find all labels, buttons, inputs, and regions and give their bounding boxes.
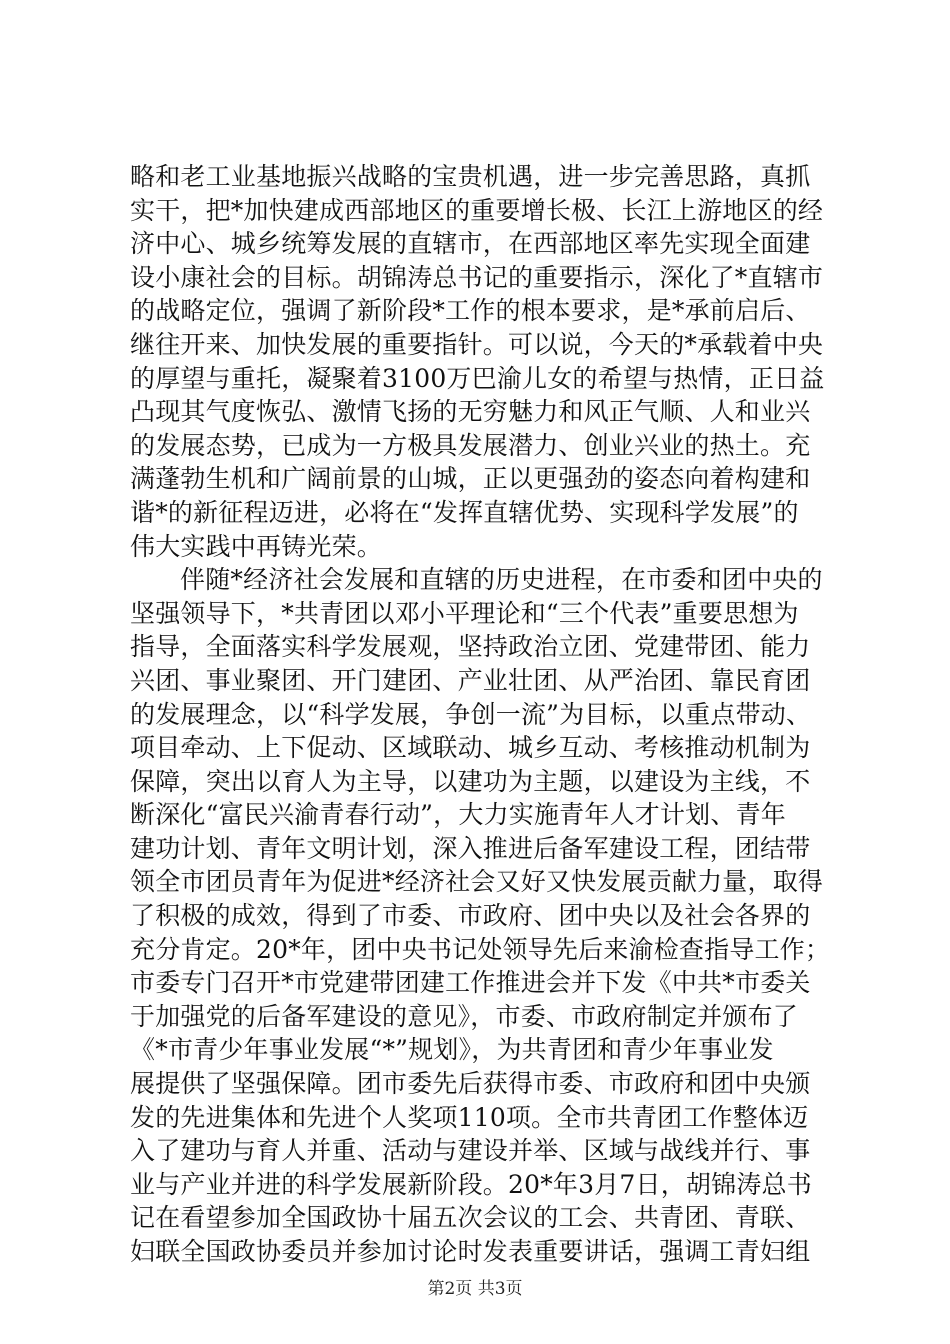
text-line: 设小康社会的目标。胡锦涛总书记的重要指示，深化了*直辖市 <box>130 262 824 292</box>
text-line: 兴团、事业聚团、开门建团、产业壮团、从严治团、靠民育团 <box>130 665 811 695</box>
text-line: 略和老工业基地振兴战略的宝贵机遇，进一步完善思路，真抓 <box>130 162 811 191</box>
text-line: 展提供了坚强保障。团市委先后获得市委、市政府和团中央颁 <box>130 1069 811 1099</box>
text-line: 伟大实践中再铸光荣。 <box>130 531 383 561</box>
text-line: 妇联全国政协委员并参加讨论时发表重要讲话，强调工青妇组 <box>130 1237 811 1266</box>
text-line: 记在看望参加全国政协十届五次会议的工会、共青团、青联、 <box>130 1203 811 1233</box>
text-line: 充分肯定。20*年，团中央书记处领导先后来渝检查指导工作； <box>130 934 831 964</box>
text-line: 的发展理念，以“科学发展，争创一流”为目标，以重点带动、 <box>130 699 812 729</box>
text-line: 继往开来、加快发展的重要指针。可以说，今天的*承载着中央 <box>130 329 824 359</box>
text-line: 的厚望与重托，凝聚着3100万巴渝儿女的希望与热情，正日益 <box>130 363 825 393</box>
text-line: 指导，全面落实科学发展观，坚持政治立团、党建带团、能力 <box>130 632 811 662</box>
text-line: 保障，突出以育人为主导，以建功为主题，以建设为主线，不 <box>130 766 811 796</box>
document-body <box>130 160 850 1269</box>
text-line: 发的先进集体和先进个人奖项110项。全市共青团工作整体迈 <box>130 1102 809 1132</box>
text-line: 市委专门召开*市党建带团建工作推进会并下发《中共*市委关 <box>130 968 811 998</box>
text-line: 业与产业并进的科学发展新阶段。20*年3月7日，胡锦涛总书 <box>130 1169 812 1199</box>
text-line: 的发展态势，已成为一方极具发展潜力、创业兴业的热土。充 <box>130 430 811 460</box>
text-line: 伴随*经济社会发展和直辖的历史进程，在市委和团中央的 <box>180 565 823 595</box>
text-line: 了积极的成效，得到了市委、市政府、团中央以及社会各界的 <box>130 901 811 931</box>
text-line: 建功计划、青年文明计划，深入推进后备军建设工程，团结带 <box>130 833 811 863</box>
text-line: 谐*的新征程迈进，必将在“发挥直辖优势、实现科学发展”的 <box>130 497 799 527</box>
text-line: 凸现其气度恢弘、激情飞扬的无穷魅力和风正气顺、人和业兴 <box>130 397 811 427</box>
text-line: 项目牵动、上下促动、区域联动、城乡互动、考核推动机制为 <box>130 733 811 763</box>
text-line: 的战略定位，强调了新阶段*工作的根本要求，是*承前启后、 <box>130 296 811 326</box>
text-line: 《*市青少年事业发展“*”规划》，为共青团和青少年事业发 <box>130 1035 774 1065</box>
text-line: 济中心、城乡统筹发展的直辖市，在西部地区率先实现全面建 <box>130 229 811 259</box>
text-line: 入了建功与育人并重、活动与建设并举、区域与战线并行、事 <box>130 1136 811 1166</box>
text-line: 坚强领导下，*共青团以邓小平理论和“三个代表”重要思想为 <box>130 598 799 628</box>
text-line: 领全市团员青年为促进*经济社会又好又快发展贡献力量，取得 <box>130 867 824 897</box>
page-number-footer: 第2页 共3页 <box>427 1279 523 1299</box>
text-line: 于加强党的后备军建设的意见》，市委、市政府制定并颁布了 <box>130 1001 798 1031</box>
text-line: 满蓬勃生机和广阔前景的山城，正以更强劲的姿态向着构建和 <box>130 464 811 494</box>
text-line: 实干，把*加快建成西部地区的重要增长极、长江上游地区的经 <box>130 195 824 225</box>
text-line: 断深化“富民兴渝青春行动”，大力实施青年人才计划、青年 <box>130 800 786 830</box>
